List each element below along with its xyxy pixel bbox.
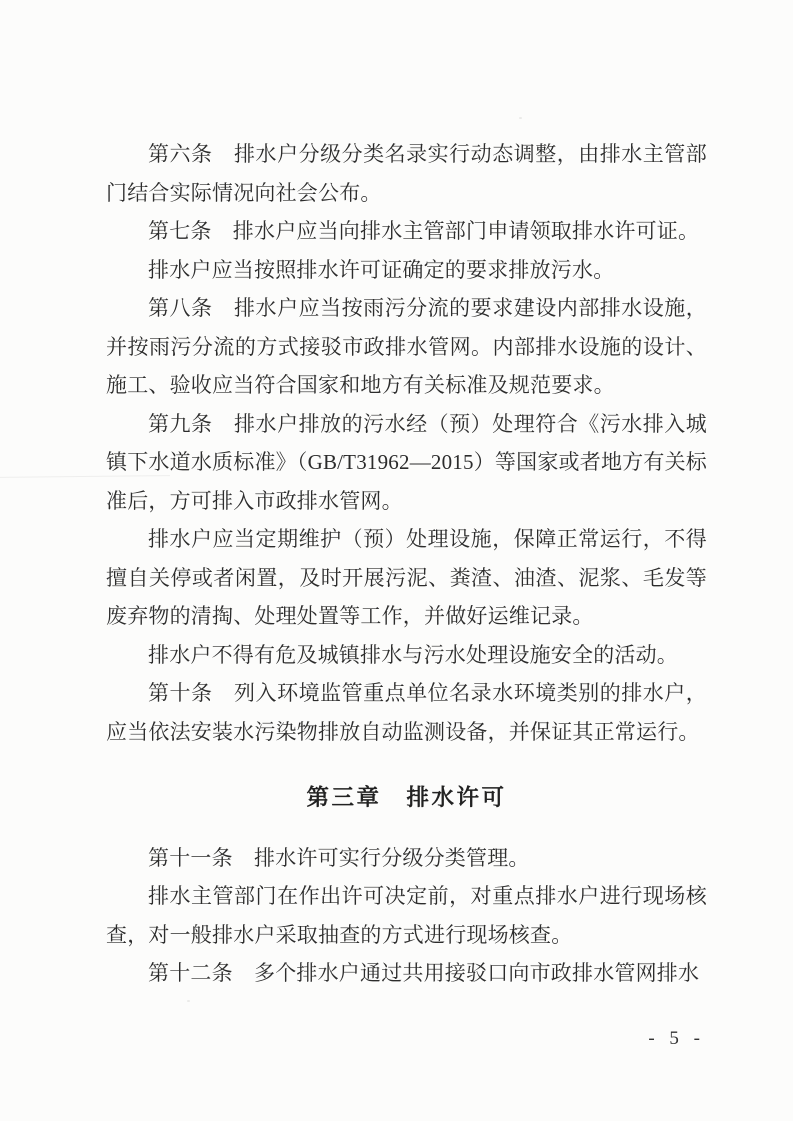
document-line: 排水户应当定期维护（预）处理设施，保障正常运行，不得 — [148, 527, 707, 551]
paragraph — [106, 135, 707, 212]
section-articles-6-to-10 — [106, 135, 707, 751]
paragraph — [106, 289, 707, 405]
document-line: 第十一条 排水许可实行分级分类管理。 — [148, 845, 530, 870]
document-line: 第十条 列入环境监管重点单位名录水环境类别的排水户， — [148, 681, 707, 705]
chapter-heading: 第三章 排水许可 — [306, 785, 507, 810]
paragraph — [106, 212, 707, 251]
document-line: 擅自关停或者闲置，及时开展污泥、粪渣、油渣、泥浆、毛发等 — [106, 565, 707, 590]
document-line: 查，对一般排水户采取抽查的方式进行现场核查。 — [106, 922, 573, 947]
document-line: 并按雨污分流的方式接驳市政排水管网。内部排水设施的设计、 — [106, 334, 707, 359]
paragraph — [106, 674, 707, 751]
document-line: 第六条 排水户分级分类名录实行动态调整，由排水主管部 — [148, 142, 707, 166]
document-line: 第十二条 多个排水户通过共用接驳口向市政排水管网排水 — [148, 961, 700, 985]
paragraph — [106, 636, 707, 675]
document-line: 第七条 排水户应当向排水主管部门申请领取排水许可证。 — [148, 219, 700, 243]
document-line: 排水主管部门在作出许可决定前，对重点排水户进行现场核 — [148, 884, 707, 908]
document-line: 门结合实际情况向社会公布。 — [106, 180, 382, 205]
section-articles-11-to-12 — [106, 839, 707, 993]
page-number: - 5 - — [648, 1028, 705, 1049]
document-line: 废弃物的清掏、处理处置等工作，并做好运维记录。 — [106, 604, 594, 628]
document-line: 施工、验收应当符合国家和地方有关标准及规范要求。 — [106, 373, 615, 397]
document-line: 排水户不得有危及城镇排水与污水处理设施安全的活动。 — [148, 642, 678, 667]
paragraph — [106, 405, 707, 521]
document-line: 排水户应当按照排水许可证确定的要求排放污水。 — [148, 257, 615, 282]
paragraph — [106, 520, 707, 636]
scan-speck-artifact — [187, 1000, 190, 1002]
document-line: 镇下水道水质标准》（GB/T31962—2015）等国家或者地方有关标 — [106, 450, 707, 474]
paragraph — [106, 839, 707, 878]
paragraph — [106, 877, 707, 954]
document-line: 准后，方可排入市政排水管网。 — [106, 488, 403, 513]
paragraph — [106, 954, 707, 993]
document-body — [106, 135, 707, 993]
document-line: 第八条 排水户应当按雨污分流的要求建设内部排水设施， — [148, 296, 707, 320]
scan-speck-artifact — [519, 117, 522, 119]
document-line: 第九条 排水户排放的污水经（预）处理符合《污水排入城 — [148, 411, 707, 436]
document-line: 应当依法安装水污染物排放自动监测设备，并保证其正常运行。 — [106, 719, 700, 744]
paragraph — [106, 251, 707, 290]
